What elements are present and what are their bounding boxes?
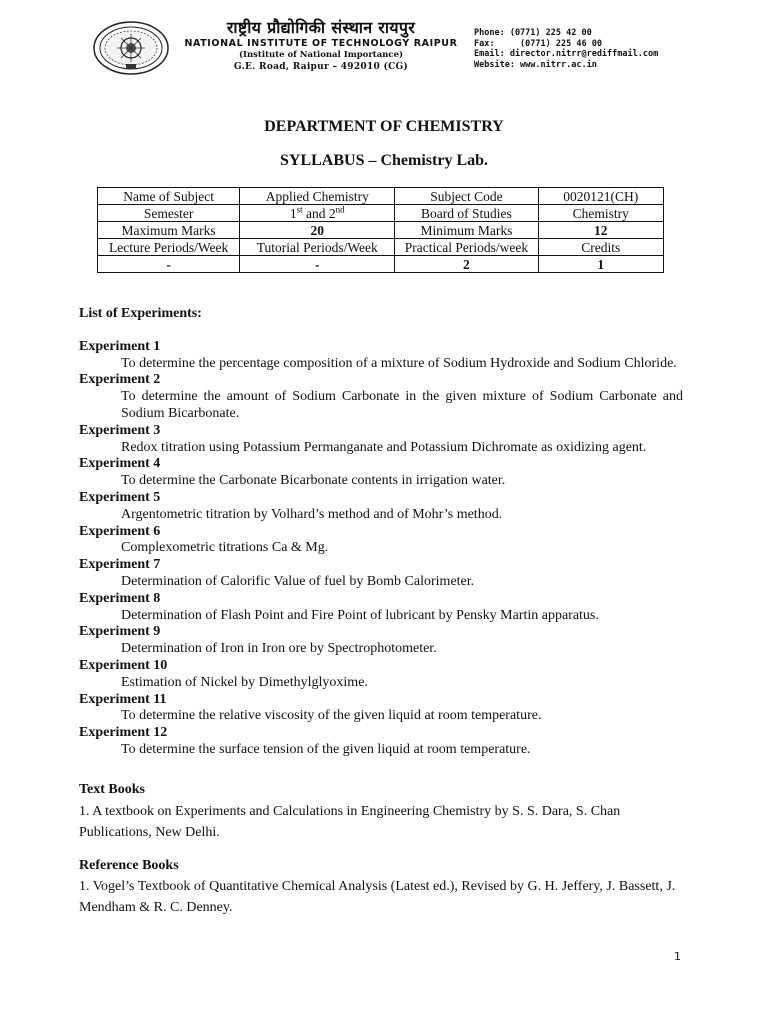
- table-row: [98, 256, 664, 273]
- letterhead: [92, 18, 682, 80]
- experiment-description: Determination of Calorific Value of fuel by Bomb Calorimeter.: [121, 573, 475, 589]
- syllabus-title: SYLLABUS – Chemistry Lab.: [279, 152, 489, 169]
- experiment-description: To determine the amount of Sodium Carbonate in the given mixture of Sodium Carbonate and Sodium Bicarbonate.: [121, 389, 683, 421]
- table-row: [98, 188, 664, 205]
- contact-fax: Fax: (0771) 225 46 00: [474, 38, 602, 49]
- experiment-title: Experiment 4: [79, 456, 161, 472]
- subject-info-table: [97, 187, 664, 273]
- table-cell: Applied Chemistry: [240, 188, 395, 205]
- list-heading: List of Experiments:: [79, 306, 202, 321]
- table-row: [98, 205, 664, 222]
- experiment-title: Experiment 1: [79, 338, 161, 354]
- ordinal-nd: nd: [335, 204, 345, 214]
- table-cell: 20: [240, 222, 395, 239]
- ordinal-st: st: [296, 204, 303, 214]
- table-cell: Practical Periods/week: [395, 239, 538, 256]
- table-cell: 12: [538, 222, 663, 239]
- institute-address: G.E. Road, Raipur – 492010 (CG): [233, 62, 409, 72]
- experiment-description: To determine the surface tension of the given liquid at room temperature.: [121, 741, 531, 757]
- experiment-title: Experiment 10: [79, 657, 168, 673]
- semester-and-second: and 2: [302, 205, 336, 221]
- text-books-heading: Text Books: [79, 781, 146, 797]
- experiment-title: Experiment 8: [79, 590, 161, 606]
- experiment-description: Determination of Iron in Iron ore by Spectrophotometer.: [121, 641, 437, 657]
- experiment-description: Argentometric titration by Volhard’s method and of Mohr’s method.: [121, 506, 503, 522]
- reference-books-heading: Reference Books: [79, 857, 179, 873]
- table-cell: Name of Subject: [98, 188, 240, 205]
- experiment-title: Experiment 2: [79, 372, 161, 388]
- experiment-description: To determine the Carbonate Bicarbonate contents in irrigation water.: [121, 473, 506, 489]
- table-cell: -: [240, 256, 395, 273]
- experiment-title: Experiment 6: [79, 523, 161, 539]
- institute-subtitle: (Institute of National Importance): [238, 50, 404, 60]
- table-cell: Chemistry: [538, 205, 663, 222]
- table-cell: Semester: [98, 205, 240, 222]
- experiment-description: Redox titration using Potassium Permanganate and Potassium Dichromate as oxidizing agent.: [121, 439, 647, 455]
- syllabus-content: [79, 306, 683, 918]
- experiment-description: Determination of Flash Point and Fire Point of lubricant by Pensky Martin apparatus.: [121, 607, 599, 623]
- table-cell: 0020121(CH): [538, 188, 663, 205]
- table-cell: Board of Studies: [395, 205, 538, 222]
- experiment-description: Estimation of Nickel by Dimethylglyoxime.: [121, 674, 368, 690]
- experiment-title: Experiment 9: [79, 624, 161, 640]
- contact-email: Email: director.nitrr@rediffmail.com: [474, 49, 659, 59]
- page-number: 1: [674, 950, 681, 963]
- institute-name-english: NATIONAL INSTITUTE OF TECHNOLOGY RAIPUR: [184, 38, 458, 49]
- table-row: [98, 222, 664, 239]
- semester-cell: [240, 205, 395, 222]
- experiment-title: Experiment 11: [79, 691, 167, 707]
- table-cell: Tutorial Periods/Week: [240, 239, 395, 256]
- table-cell: Lecture Periods/Week: [98, 239, 240, 256]
- table-cell: Subject Code: [395, 188, 538, 205]
- institute-name-block: [176, 18, 466, 73]
- table-cell: Maximum Marks: [98, 222, 240, 239]
- experiment-description: To determine the percentage composition of a mixture of Sodium Hydroxide and Sodium Chloride.: [121, 355, 677, 371]
- institute-logo-icon: [92, 20, 170, 76]
- contact-website: Website: www.nitrr.ac.in: [474, 59, 597, 70]
- experiment-description: To determine the relative viscosity of the given liquid at room temperature.: [121, 708, 542, 724]
- table-cell: 1: [538, 256, 663, 273]
- table-cell: -: [98, 256, 240, 273]
- experiment-title: Experiment 5: [79, 489, 161, 505]
- table-cell: Minimum Marks: [395, 222, 538, 239]
- table-cell: Credits: [538, 239, 663, 256]
- department-title: DEPARTMENT OF CHEMISTRY: [264, 118, 504, 135]
- institute-name-hindi: राष्ट्रीय प्रौद्योगिकी संस्थान रायपुर: [226, 18, 416, 37]
- contact-block: [474, 28, 684, 70]
- table-cell: 2: [395, 256, 538, 273]
- reference-book-item: 1. Vogel’s Textbook of Quantitative Chemical Analysis (Latest ed.), Revised by G. H. Jeffery, J. Bassett, J. Mendham & R. C. Denney.: [79, 879, 676, 916]
- experiment-title: Experiment 3: [79, 422, 161, 438]
- table-row: [98, 239, 664, 256]
- contact-phone: Phone: (0771) 225 42 00: [474, 28, 592, 38]
- experiment-description: Complexometric titrations Ca & Mg.: [121, 540, 329, 556]
- semester-first: 1: [289, 205, 297, 221]
- experiment-title: Experiment 12: [79, 725, 168, 741]
- experiment-title: Experiment 7: [79, 557, 161, 573]
- text-book-item: 1. A textbook on Experiments and Calculations in Engineering Chemistry by S. S. Dara, S. Chan Publications, New Delhi.: [79, 803, 621, 840]
